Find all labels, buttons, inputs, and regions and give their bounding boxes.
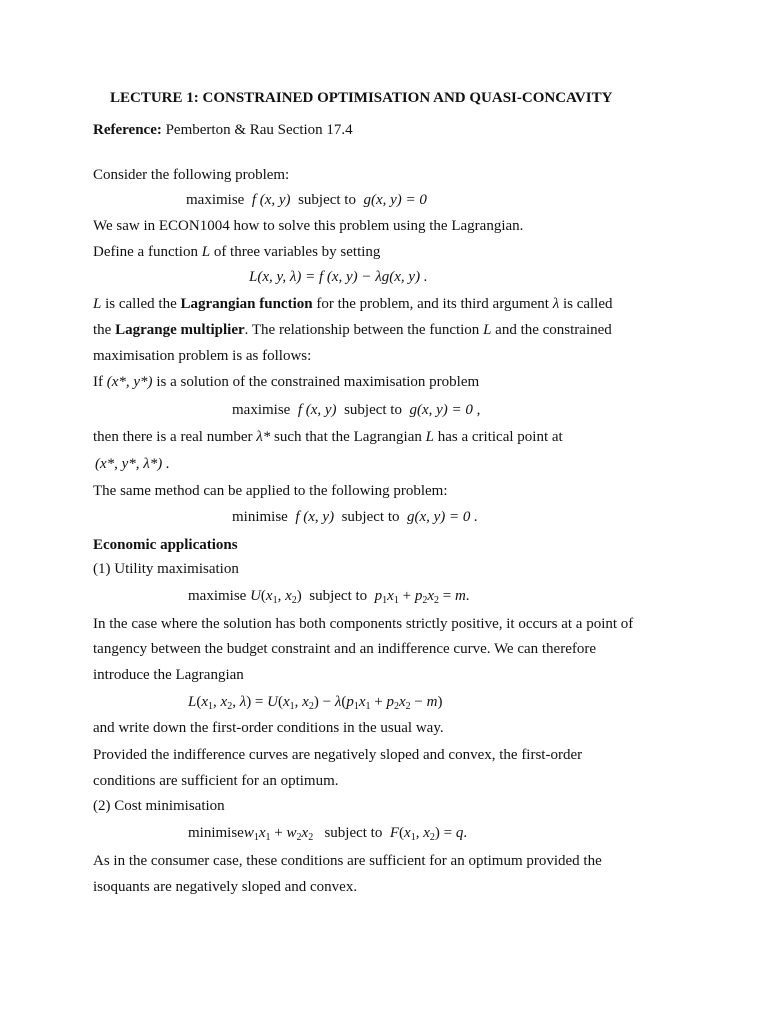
equation-maximise-1 xyxy=(186,190,427,210)
paragraph-provided-2: conditions are sufficient for an optimum. xyxy=(93,773,339,789)
eq-verb: maximise xyxy=(232,402,291,418)
text-span: for the problem, and its third argument xyxy=(312,296,553,312)
text-span: then there is a real number xyxy=(93,429,257,445)
equation-minimise xyxy=(232,507,478,527)
paragraph-intro: Consider the following problem: xyxy=(93,167,290,183)
eq-constraint: g(x, y) = 0 xyxy=(363,192,427,208)
critical-point-expression xyxy=(95,454,170,474)
text-span: is a solution of the constrained maximisation problem xyxy=(152,374,480,390)
paragraph-tangency-3: introduce the Lagrangian xyxy=(93,667,244,683)
equation-lagrangian xyxy=(249,267,428,287)
reference-label: Reference: xyxy=(93,122,162,138)
text-span: . The relationship between the function xyxy=(244,322,484,338)
subheading-cost: (2) Cost minimisation xyxy=(93,798,225,814)
symbol-L: L xyxy=(93,296,102,312)
term-lagrangian-function: Lagrangian function xyxy=(180,296,313,312)
symbol-L: L xyxy=(201,244,211,260)
equation-cost: $minimisew_1x_1 + w_2x_2$ subject to $F(x_1$, $x_2) = q$. xyxy=(188,825,468,843)
page-title: LECTURE 1: CONSTRAINED OPTIMISATION AND QUASI-CONCAVITY xyxy=(110,90,613,106)
text-span: is called the xyxy=(101,296,181,312)
symbol-lambda: λ xyxy=(552,296,560,312)
eq-verb: maximise xyxy=(186,192,245,208)
paragraph-provided-1: Provided the indifference curves are negatively sloped and convex, the first-order xyxy=(93,747,583,763)
paragraph-foc: and write down the first-order conditions in the usual way. xyxy=(93,720,444,736)
section-heading-economic: Economic applications xyxy=(93,537,238,553)
eq-verb: maximise xyxy=(188,588,247,604)
paragraph-multiplier xyxy=(93,320,612,340)
reference-text: Pemberton & Rau Section 17.4 xyxy=(161,122,353,138)
text-span: of three variables by setting xyxy=(210,244,381,260)
paragraph-consumer-2: isoquants are negatively sloped and convex. xyxy=(93,879,358,895)
text-span: and the constrained xyxy=(491,322,612,338)
symbol-L: L xyxy=(483,322,492,338)
text-span: is called xyxy=(559,296,613,312)
paragraph-tangency-1: In the case where the solution has both components strictly positive, it occurs at a point of xyxy=(93,616,634,632)
text-span: such that the Lagrangian xyxy=(270,429,426,445)
paragraph-tangency-2: tangency between the budget constraint and an indifference curve. We can therefore xyxy=(93,641,597,657)
symbol-critical-point: (x*, y*, λ*) . xyxy=(95,456,170,472)
reference-line xyxy=(93,120,353,140)
eq-utility-objective: U xyxy=(250,588,261,604)
eq-subject: subject to xyxy=(309,588,368,604)
equation-utility: maximise $U(x_1$, $x_2$) subject to $p_1x_1 + p_2x_2 = m$. xyxy=(188,588,470,606)
eq-verb: minimise xyxy=(188,825,244,841)
paragraph-consumer-1: As in the consumer case, these conditions are sufficient for an optimum provided the xyxy=(93,853,602,869)
eq-objective: f (x, y) xyxy=(297,402,337,418)
eq-subject: subject to xyxy=(298,192,356,208)
eq-verb: minimise xyxy=(232,509,288,525)
eq-constraint: g(x, y) = 0 , xyxy=(409,402,481,418)
eq-subject: subject to xyxy=(344,402,402,418)
text-span: the xyxy=(93,322,116,338)
paragraph-same-method: The same method can be applied to the following problem: xyxy=(93,483,448,499)
eq-lagrangian: L(x, y, λ) = f (x, y) − λg(x, y) . xyxy=(249,269,428,285)
subheading-utility: (1) Utility maximisation xyxy=(93,561,239,577)
paragraph-if xyxy=(93,372,479,392)
eq-constraint: g(x, y) = 0 . xyxy=(406,509,478,525)
text-span: If xyxy=(93,374,107,390)
equation-utility-lagrangian: $L(x_1$, $x_2$, $\lambda) = U(x_1$, $x_2) - \lambda(p_1x_1 + p_2x_2 - m)$ xyxy=(188,694,443,712)
equation-maximise-2 xyxy=(232,400,480,420)
paragraph-define xyxy=(93,242,380,262)
text-span: Define a function xyxy=(93,244,202,260)
eq-objective: f (x, y) xyxy=(295,509,335,525)
term-lagrange-multiplier: Lagrange multiplier xyxy=(115,322,245,338)
paragraph-follows: maximisation problem is as follows: xyxy=(93,348,312,364)
paragraph-econ1004: We saw in ECON1004 how to solve this problem using the Lagrangian. xyxy=(93,218,524,234)
paragraph-lagrangian-def xyxy=(93,294,613,314)
symbol-optimum-point: (x*, y*) xyxy=(106,374,153,390)
symbol-lambda-star: λ* xyxy=(256,429,271,445)
eq-budget-constraint: p xyxy=(374,588,383,604)
eq-subject: subject to xyxy=(324,825,383,841)
text-span: has a critical point at xyxy=(433,429,563,445)
eq-subject: subject to xyxy=(341,509,400,525)
eq-objective: f (x, y) xyxy=(251,192,291,208)
paragraph-critical-point xyxy=(93,427,563,447)
symbol-L: L xyxy=(425,429,434,445)
